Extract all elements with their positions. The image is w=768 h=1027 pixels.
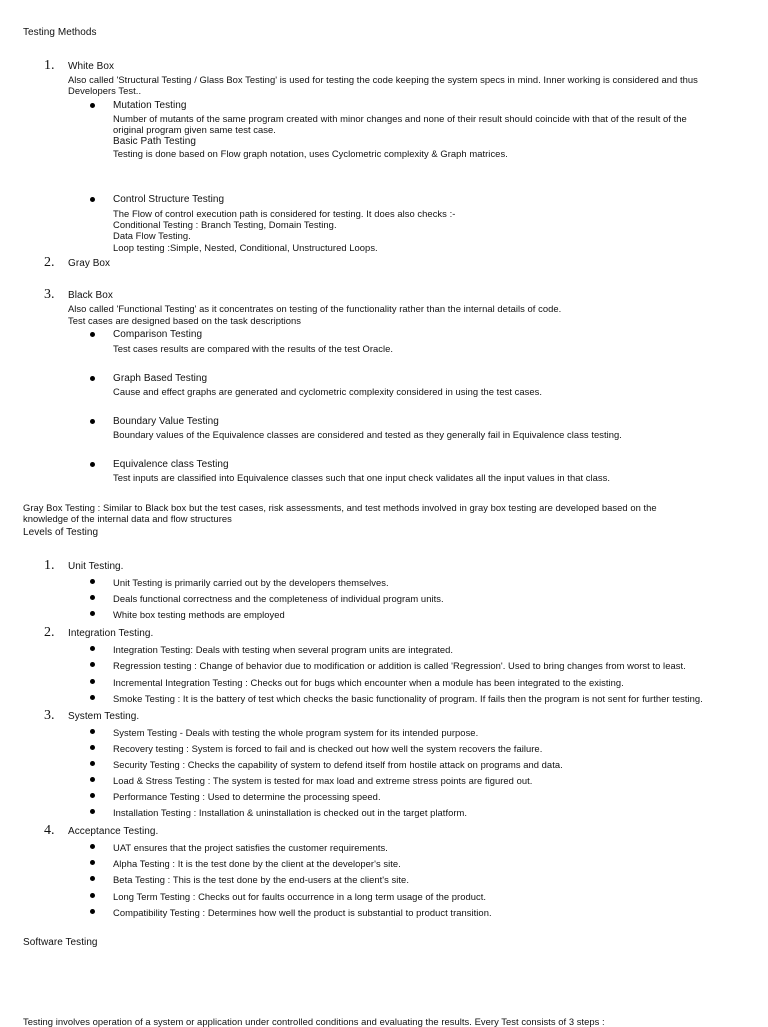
list-number: 2. — [44, 625, 55, 640]
list-item: White box testing methods are employed — [113, 609, 285, 620]
text-line: Also called 'Functional Testing' as it concentrates on testing of the functionality rather than the internal details of code. — [68, 303, 562, 314]
text-line: original program given same test case. — [113, 124, 276, 135]
bullet-icon — [90, 419, 95, 424]
text-line: Test cases are designed based on the task descriptions — [68, 315, 302, 326]
subsection-heading: Equivalence class Testing — [113, 459, 229, 470]
text-line: Also called 'Structural Testing / Glass Box Testing' is used for testing the code keeping the system specs in mind. Inner working is considered and thus — [68, 74, 698, 85]
list-item: UAT ensures that the project satisfies the customer requirements. — [113, 842, 388, 853]
bullet-icon — [90, 595, 95, 600]
list-item: Unit Testing is primarily carried out by the developers themselves. — [113, 577, 389, 588]
list-item: Compatibility Testing : Determines how well the product is substantial to product transition. — [113, 907, 492, 918]
subsection-heading: Graph Based Testing — [113, 373, 208, 384]
section-heading: White Box — [68, 61, 115, 72]
list-number: 2. — [44, 255, 55, 270]
list-item: Long Term Testing : Checks out for faults occurrence in a long term usage of the product. — [113, 891, 487, 902]
text-line: Conditional Testing : Branch Testing, Domain Testing. — [113, 219, 337, 230]
list-item: Alpha Testing : It is the test done by the client at the developer's site. — [113, 858, 401, 869]
text-line: Developers Test.. — [68, 85, 142, 96]
text-line: knowledge of the internal data and flow structures — [23, 513, 232, 524]
bullet-icon — [90, 462, 95, 467]
text-line: Test inputs are classified into Equivalence classes such that one input check validates all the input values in that class. — [113, 472, 611, 483]
text-line: Testing is done based on Flow graph notation, uses Cyclometric complexity & Graph matrices. — [113, 148, 508, 159]
subsection-heading: Basic Path Testing — [113, 136, 196, 147]
list-item: Security Testing : Checks the capability of system to defend itself from hostile attack on programs and data. — [113, 759, 563, 770]
bullet-icon — [90, 745, 95, 750]
list-number: 3. — [44, 287, 55, 302]
bullet-icon — [90, 197, 95, 202]
list-item: Installation Testing : Installation & uninstallation is checked out in the target platform. — [113, 807, 468, 818]
section-heading: System Testing. — [68, 711, 140, 722]
list-item: Load & Stress Testing : The system is tested for max load and extreme stress points are figured out. — [113, 775, 533, 786]
list-item: Deals functional correctness and the completeness of individual program units. — [113, 593, 444, 604]
text-line: Loop testing :Simple, Nested, Conditional, Unstructured Loops. — [113, 242, 378, 253]
list-item: Performance Testing : Used to determine the processing speed. — [113, 791, 381, 802]
text-line: Testing involves operation of a system or application under controlled conditions and evaluating the results. Every Test consists of 3 steps : — [23, 1016, 605, 1027]
list-number: 1. — [44, 58, 55, 73]
list-item: Regression testing : Change of behavior due to modification or addition is called 'Regression'. Used to bring changes from worst to least. — [113, 660, 686, 671]
bullet-icon — [90, 376, 95, 381]
bullet-icon — [90, 579, 95, 584]
bullet-icon — [90, 332, 95, 337]
list-number: 4. — [44, 823, 55, 838]
bullet-icon — [90, 809, 95, 814]
list-item: Integration Testing: Deals with testing when several program units are integrated. — [113, 644, 454, 655]
list-item: Smoke Testing : It is the battery of test which checks the basic functionality of program. If fails then the program is not sent for further testing. — [113, 693, 703, 704]
text-line: Test cases results are compared with the results of the test Oracle. — [113, 343, 394, 354]
list-item: Incremental Integration Testing : Checks out for bugs which encounter when a module has been integrated to the existing. — [113, 677, 624, 688]
section-heading: Acceptance Testing. — [68, 826, 159, 837]
bullet-icon — [90, 876, 95, 881]
list-item: System Testing - Deals with testing the whole program system for its intended purpose. — [113, 727, 479, 738]
text-line: Gray Box Testing : Similar to Black box but the test cases, risk assessments, and test methods involved in gray box testing are developed based on the — [23, 502, 657, 513]
bullet-icon — [90, 909, 95, 914]
bullet-icon — [90, 611, 95, 616]
list-number: 1. — [44, 558, 55, 573]
section-heading: Black Box — [68, 290, 113, 301]
list-item: Beta Testing : This is the test done by the end-users at the client's site. — [113, 874, 409, 885]
list-number: 3. — [44, 708, 55, 723]
text-line: Number of mutants of the same program created with minor changes and none of their result should coincide with that of the result of the — [113, 113, 687, 124]
bullet-icon — [90, 793, 95, 798]
bullet-icon — [90, 777, 95, 782]
page-title: Testing Methods — [23, 27, 97, 38]
text-line: The Flow of control execution path is considered for testing. It does also checks :- — [113, 208, 456, 219]
section-heading: Integration Testing. — [68, 628, 154, 639]
bullet-icon — [90, 860, 95, 865]
bullet-icon — [90, 679, 95, 684]
subsection-heading: Boundary Value Testing — [113, 416, 219, 427]
bullet-icon — [90, 761, 95, 766]
subsection-heading: Mutation Testing — [113, 100, 187, 111]
text-line: Boundary values of the Equivalence classes are considered and tested as they generally fail in Equivalence class testing. — [113, 429, 622, 440]
section-heading: Gray Box — [68, 258, 111, 269]
bullet-icon — [90, 729, 95, 734]
subsection-heading: Control Structure Testing — [113, 194, 225, 205]
bullet-icon — [90, 695, 95, 700]
bullet-icon — [90, 844, 95, 849]
bullet-icon — [90, 103, 95, 108]
bullet-icon — [90, 893, 95, 898]
bullet-icon — [90, 662, 95, 667]
text-line: Data Flow Testing. — [113, 230, 191, 241]
list-item: Recovery testing : System is forced to fail and is checked out how well the system recovers the failure. — [113, 743, 543, 754]
bullet-icon — [90, 646, 95, 651]
subsection-heading: Comparison Testing — [113, 329, 203, 340]
section-title: Levels of Testing — [23, 527, 99, 538]
section-title: Software Testing — [23, 937, 98, 948]
text-line: Cause and effect graphs are generated and cyclometric complexity considered in using the test cases. — [113, 386, 543, 397]
section-heading: Unit Testing. — [68, 561, 124, 572]
